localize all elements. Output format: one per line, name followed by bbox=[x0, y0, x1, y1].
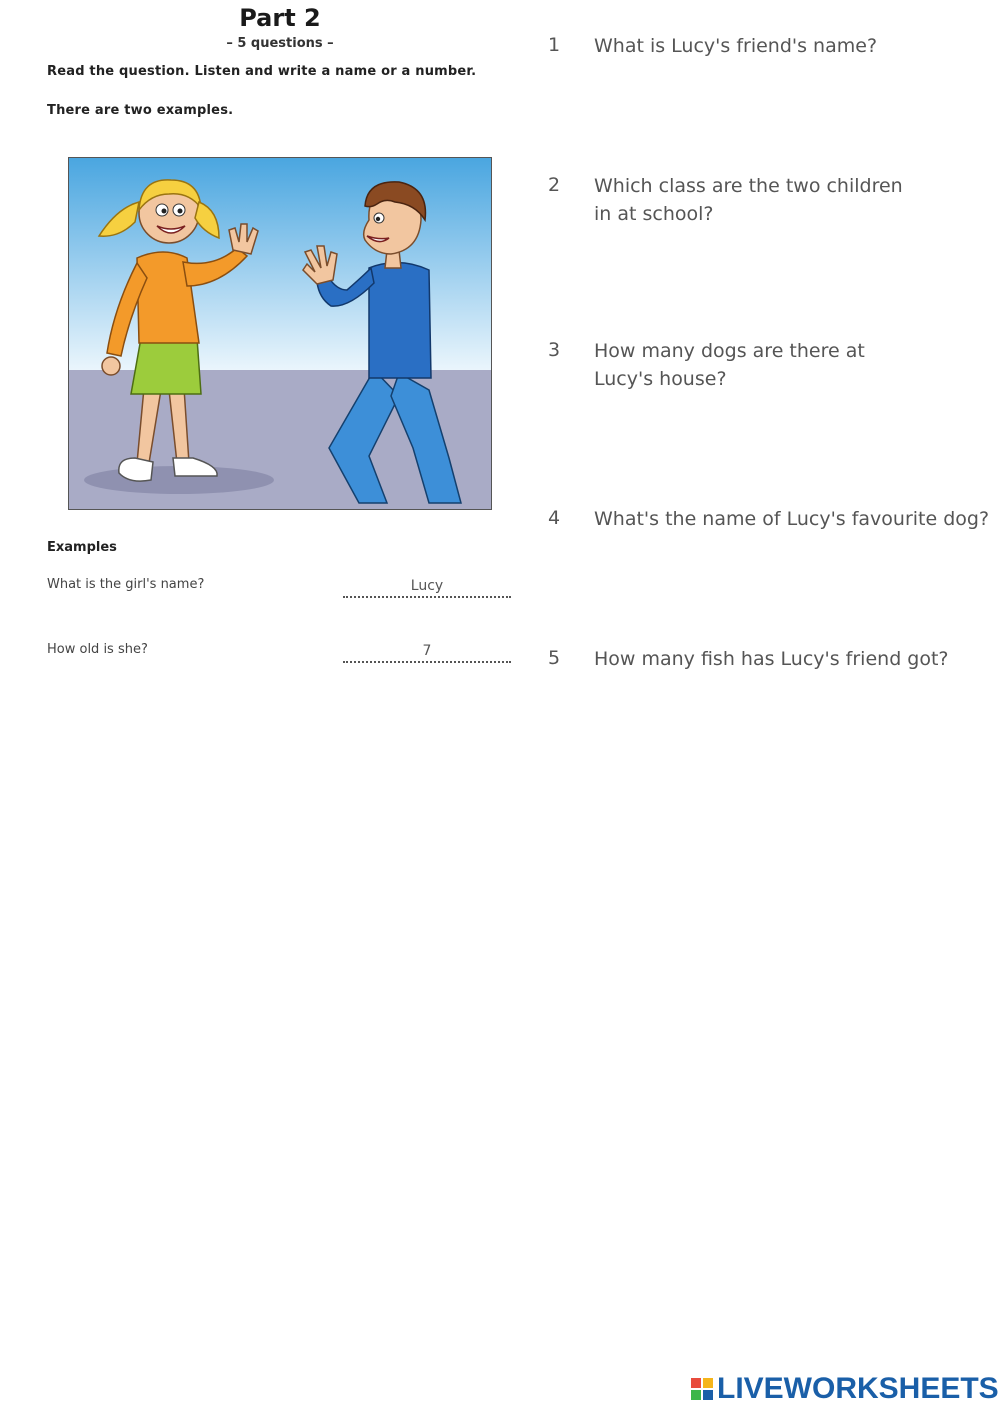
question-2-text: Which class are the two children in at school? bbox=[594, 175, 903, 225]
liveworksheets-logo bbox=[690, 1372, 999, 1406]
question-5-text: How many fish has Lucy's friend got? bbox=[594, 648, 949, 670]
brand-name: LIVEWORKSHEETS bbox=[717, 1372, 999, 1405]
liveworksheets-logo-icon bbox=[690, 1377, 714, 1401]
question-1-number: 1 bbox=[548, 34, 561, 56]
question-4-text: What's the name of Lucy's favourite dog? bbox=[594, 508, 990, 530]
question-4-number: 4 bbox=[548, 507, 561, 529]
examples-heading: Examples bbox=[47, 540, 117, 555]
example-answer-1: Lucy bbox=[343, 578, 511, 598]
example-answer-2: 7 bbox=[343, 643, 511, 663]
example-question-2: How old is she? bbox=[47, 642, 148, 657]
illustration-svg bbox=[69, 158, 491, 509]
illustration-girl-and-boy bbox=[68, 157, 492, 510]
example-question-1: What is the girl's name? bbox=[47, 577, 205, 592]
page-title: Part 2 bbox=[239, 4, 321, 32]
question-3-text: How many dogs are there at Lucy's house? bbox=[594, 340, 865, 390]
question-2-number: 2 bbox=[548, 174, 561, 196]
instruction-text: Read the question. Listen and write a name or a number. bbox=[47, 64, 477, 79]
question-1-text: What is Lucy's friend's name? bbox=[594, 35, 878, 57]
question-5-number: 5 bbox=[548, 647, 561, 669]
examples-note: There are two examples. bbox=[47, 103, 234, 118]
page-subtitle: – 5 questions – bbox=[226, 36, 334, 51]
question-3-number: 3 bbox=[548, 339, 561, 361]
